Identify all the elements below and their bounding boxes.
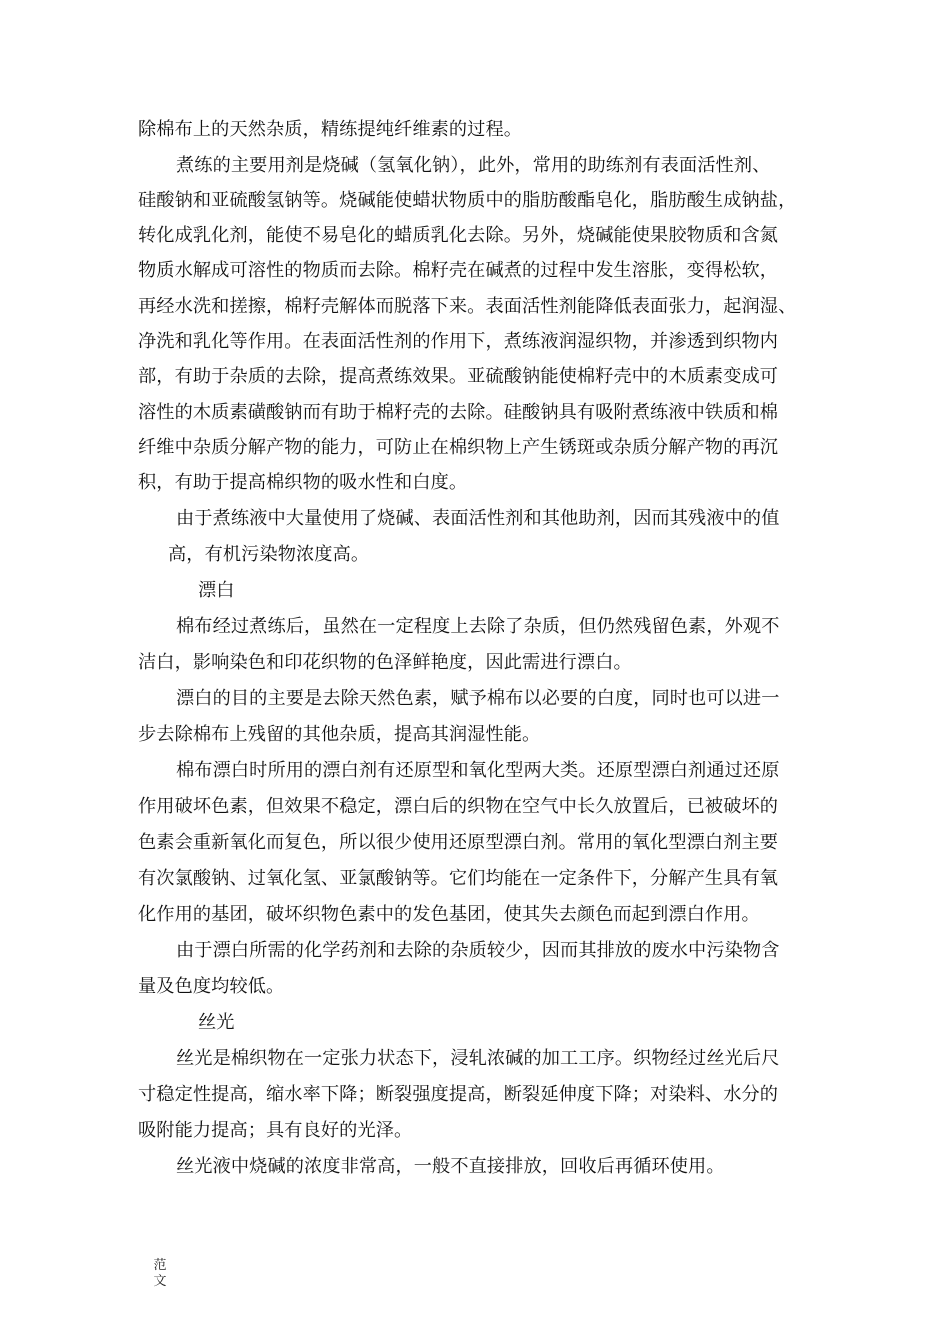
text-line-11: 积，有助于提高棉织物的吸水性和白度。 (138, 472, 468, 493)
text-line-20: 作用破坏色素，但效果不稳定，漂白后的织物在空气中长久放置后，已被破坏的 (138, 796, 779, 817)
text-line-28: 寸稳定性提高，缩水率下降；断裂强度提高，断裂延伸度下降；对染料、水分的 (138, 1084, 779, 1105)
text-line-3: 硅酸钠和亚硫酸氢钠等。烧碱能使蜡状物质中的脂肪酸酯皂化，脂肪酸生成钠盐， (138, 190, 797, 211)
text-line-17: 漂白的目的主要是去除天然色素，赋予棉布以必要的白度，同时也可以进一 (176, 688, 780, 709)
text-line-7: 净洗和乳化等作用。在表面活性剂的作用下，煮练液润湿织物，并渗透到织物内 (138, 331, 779, 352)
text-line-13: 高，有机污染物浓度高。 (168, 544, 370, 565)
section-heading-bleaching: 漂白 (198, 580, 235, 601)
section-heading-mercerizing: 丝光 (198, 1012, 235, 1033)
text-line-15: 棉布经过煮练后，虽然在一定程度上去除了杂质，但仍然残留色素，外观不 (176, 616, 780, 637)
text-line-23: 化作用的基团，破坏织物色素中的发色基团，使其失去颜色而起到漂白作用。 (138, 904, 760, 925)
text-line-25: 量及色度均较低。 (138, 976, 285, 997)
text-line-30: 丝光液中烧碱的浓度非常高，一般不直接排放，回收后再循环使用。 (176, 1156, 725, 1177)
text-line-12: 由于煮练液中大量使用了烧碱、表面活性剂和其他助剂，因而其残液中的值 (176, 508, 780, 529)
text-line-27: 丝光是棉织物在一定张力状态下，浸轧浓碱的加工工序。织物经过丝光后尺 (176, 1048, 780, 1069)
text-line-2: 煮练的主要用剂是烧碱（氢氧化钠），此外，常用的助练剂有表面活性剂、 (176, 155, 771, 176)
text-line-6: 再经水洗和搓擦，棉籽壳解体而脱落下来。表面活性剂能降低表面张力，起润湿、 (138, 296, 797, 317)
text-line-10: 纤维中杂质分解产物的能力，可防止在棉织物上产生锈斑或杂质分解产物的再沉 (138, 437, 779, 458)
footer-mark (150, 1258, 170, 1290)
text-line-5: 物质水解成可溶性的物质而去除。棉籽壳在碱煮的过程中发生溶胀，变得松软， (138, 260, 779, 281)
text-line-4: 转化成乳化剂，能使不易皂化的蜡质乳化去除。另外，烧碱能使果胶物质和含氮 (138, 225, 779, 246)
footer-char-1: 范 (153, 1258, 167, 1273)
text-line-19: 棉布漂白时所用的漂白剂有还原型和氧化型两大类。还原型漂白剂通过还原 (176, 760, 780, 781)
text-line-16: 洁白，影响染色和印花织物的色泽鲜艳度，因此需进行漂白。 (138, 652, 632, 673)
text-line-8: 部，有助于杂质的去除，提高煮练效果。亚硫酸钠能使棉籽壳中的木质素变成可 (138, 366, 779, 387)
text-line-9: 溶性的木质素磺酸钠而有助于棉籽壳的去除。硅酸钠具有吸附煮练液中铁质和棉 (138, 402, 779, 423)
text-line-21: 色素会重新氧化而复色，所以很少使用还原型漂白剂。常用的氧化型漂白剂主要 (138, 832, 779, 853)
text-line-24: 由于漂白所需的化学药剂和去除的杂质较少，因而其排放的废水中污染物含 (176, 940, 780, 961)
text-line-18: 步去除棉布上残留的其他杂质，提高其润湿性能。 (138, 724, 541, 745)
text-line-22: 有次氯酸钠、过氧化氢、亚氯酸钠等。它们均能在一定条件下，分解产生具有氧 (138, 868, 779, 889)
text-line-1: 除棉布上的天然杂质，精练提纯纤维素的过程。 (138, 119, 523, 140)
footer-char-2: 文 (153, 1274, 167, 1289)
text-line-29: 吸附能力提高；具有良好的光泽。 (138, 1120, 413, 1141)
